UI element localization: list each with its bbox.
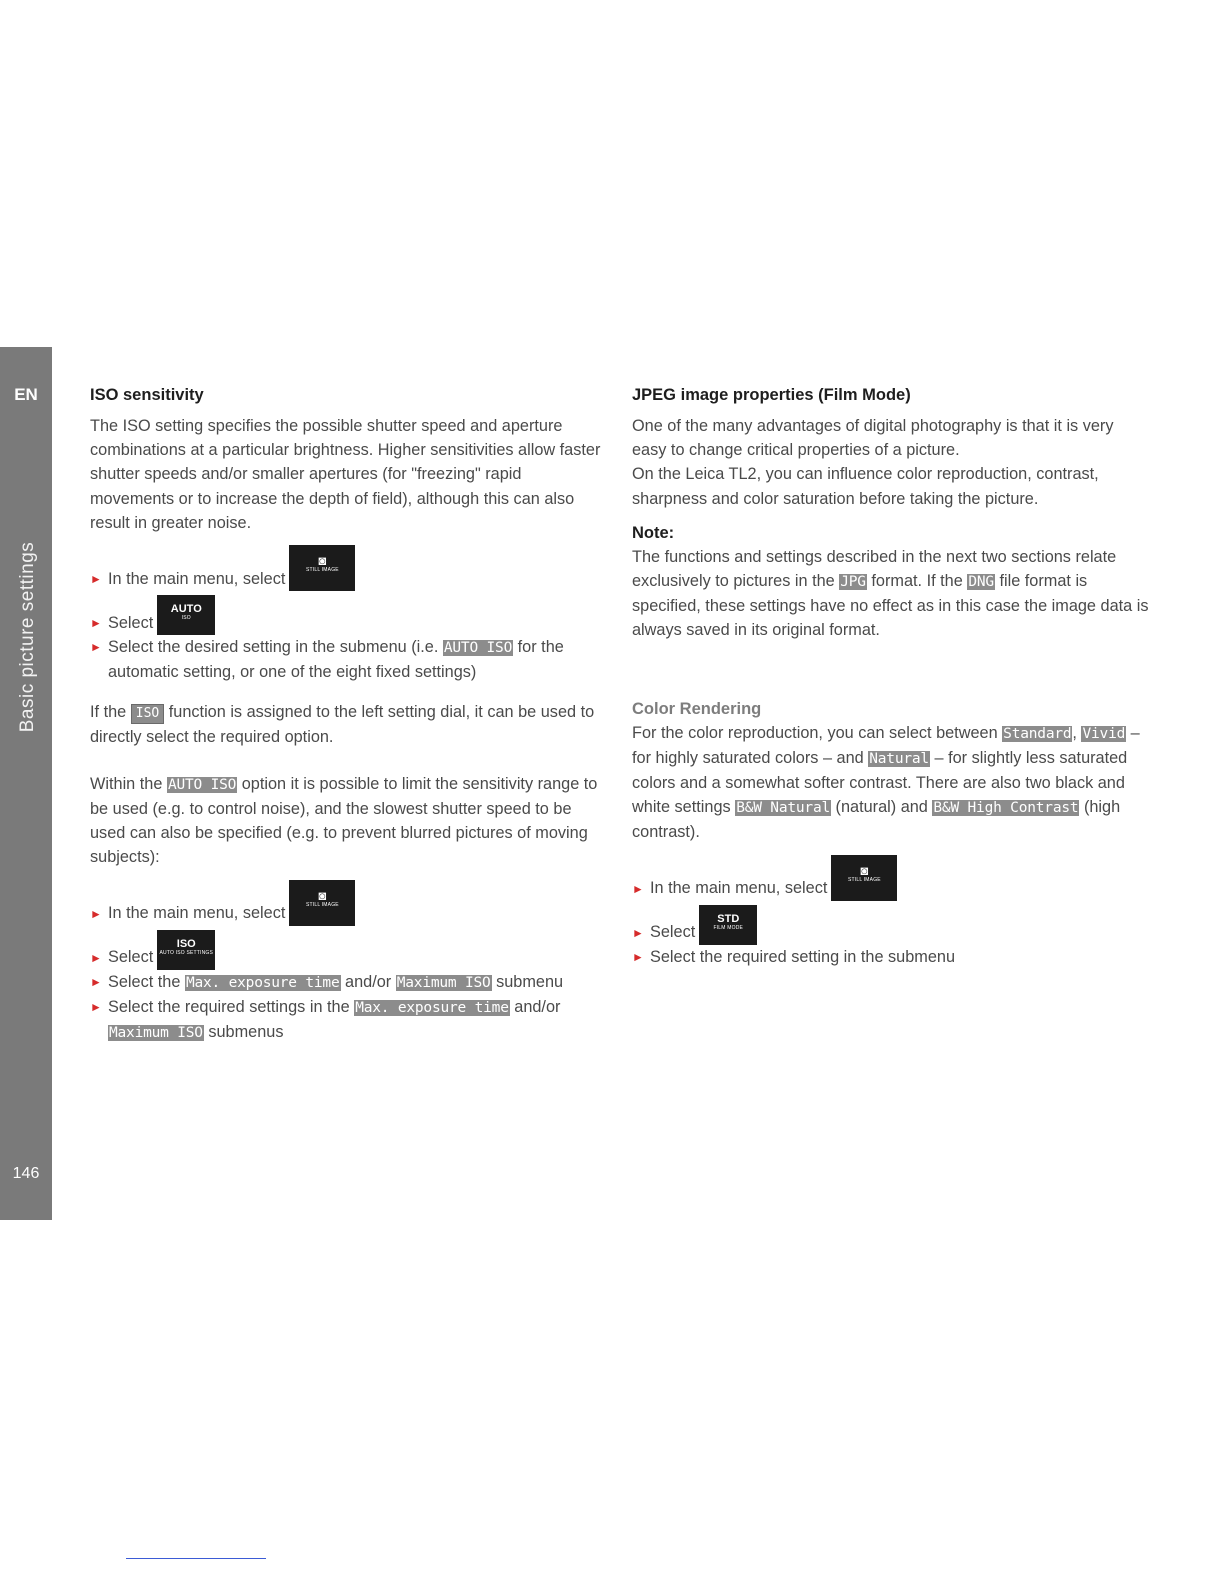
iso-steps — [90, 545, 610, 684]
language-label: EN — [14, 385, 38, 404]
arrow-icon: ► — [632, 881, 644, 896]
right-column — [632, 384, 1152, 969]
list-item: ► Select ISO AUTO ISO SETTINGS — [90, 930, 610, 970]
list-item: ► Select the required settings in the Max. exposure time and/or Maximum ISO submenus — [90, 995, 610, 1045]
list-item: ► Select AUTO ISO — [90, 595, 610, 635]
auto-iso-paragraph: Within the AUTO ISO option it is possible to limit the sensitivity range to be used (e.g. to control noise), and the slowest shutter speed to be used can also be specified (e.g. to prevent blurred pictures of moving subjects): — [90, 774, 598, 867]
jpeg-heading: JPEG image properties (Film Mode) — [632, 386, 911, 404]
list-item: ► In the main menu, select ◙ STILL IMAGE — [90, 880, 610, 926]
arrow-icon: ► — [90, 616, 102, 631]
section-title: Basic picture settings — [17, 541, 38, 733]
list-item: ► Select STD FILM MODE — [632, 905, 1152, 945]
list-item: ► Select the required setting in the submenu — [632, 945, 1152, 969]
iso-intro: The ISO setting specifies the possible shutter speed and aperture combinations at a particular brightness. Higher sensitivities allow faster shutter speeds and/or smaller apertures (for "freezing" rapid movements or to increase the depth of field), although this can also result in greater noise. — [90, 417, 601, 532]
list-item: ► Select the Max. exposure time and/or Maximum ISO submenu — [90, 970, 610, 995]
list-item: ► In the main menu, select ◙ STILL IMAGE — [632, 855, 1152, 901]
arrow-icon: ► — [90, 950, 102, 965]
arrow-icon: ► — [632, 925, 644, 940]
arrow-icon: ► — [90, 906, 102, 921]
list-item: ► Select the desired setting in the submenu (i.e. AUTO ISO for the automatic setting, or one of the eight fixed settings) — [90, 635, 610, 684]
still-image-icon: ◙ STILL IMAGE — [831, 855, 897, 901]
color-rendering-text: For the color reproduction, you can select between Standard, Vivid – for highly saturated colors – and Natural – for slightly less saturated colors and a somewhat softer contrast. There are also two black and white settings B&W Natural (natural) and B&W High Contrast (high contrast). — [632, 723, 1140, 842]
still-image-icon: ◙ STILL IMAGE — [289, 545, 355, 591]
auto-iso-steps — [90, 880, 610, 1046]
color-rendering-heading: Color Rendering — [632, 699, 762, 718]
arrow-icon: ► — [90, 974, 102, 989]
sidebar — [0, 347, 52, 1220]
arrow-icon: ► — [90, 640, 102, 655]
iso-heading: ISO sensitivity — [90, 386, 204, 404]
left-column — [90, 384, 610, 1045]
iso-badge: ISO — [131, 704, 164, 724]
iso-dial-paragraph: If the ISO function is assigned to the left setting dial, it can be used to directly select the required option. — [90, 703, 595, 746]
jpeg-intro-2: On the Leica TL2, you can influence color reproduction, contrast, sharpness and color saturation before taking the picture. — [632, 465, 1099, 508]
arrow-icon: ► — [90, 572, 102, 587]
arrow-icon: ► — [632, 949, 644, 964]
footer-link-underline[interactable] — [126, 1558, 266, 1559]
still-image-icon: ◙ STILL IMAGE — [289, 880, 355, 926]
film-mode-icon: STD FILM MODE — [699, 905, 757, 945]
list-item: ► In the main menu, select ◙ STILL IMAGE — [90, 545, 610, 591]
arrow-icon: ► — [90, 999, 102, 1014]
auto-iso-settings-icon: ISO AUTO ISO SETTINGS — [157, 930, 215, 970]
auto-iso-icon: AUTO ISO — [157, 595, 215, 635]
note-text: The functions and settings described in the next two sections relate exclusively to pictures in the JPG format. If the DNG file format is specified, these settings have no effect as in this case the image data is always saved in its original format. — [632, 547, 1149, 640]
note-label: Note: — [632, 523, 675, 542]
jpeg-intro-1: One of the many advantages of digital photography is that it is very easy to change critical properties of a picture. — [632, 417, 1114, 460]
film-mode-steps — [632, 855, 1152, 969]
page-number: 146 — [12, 1165, 40, 1182]
